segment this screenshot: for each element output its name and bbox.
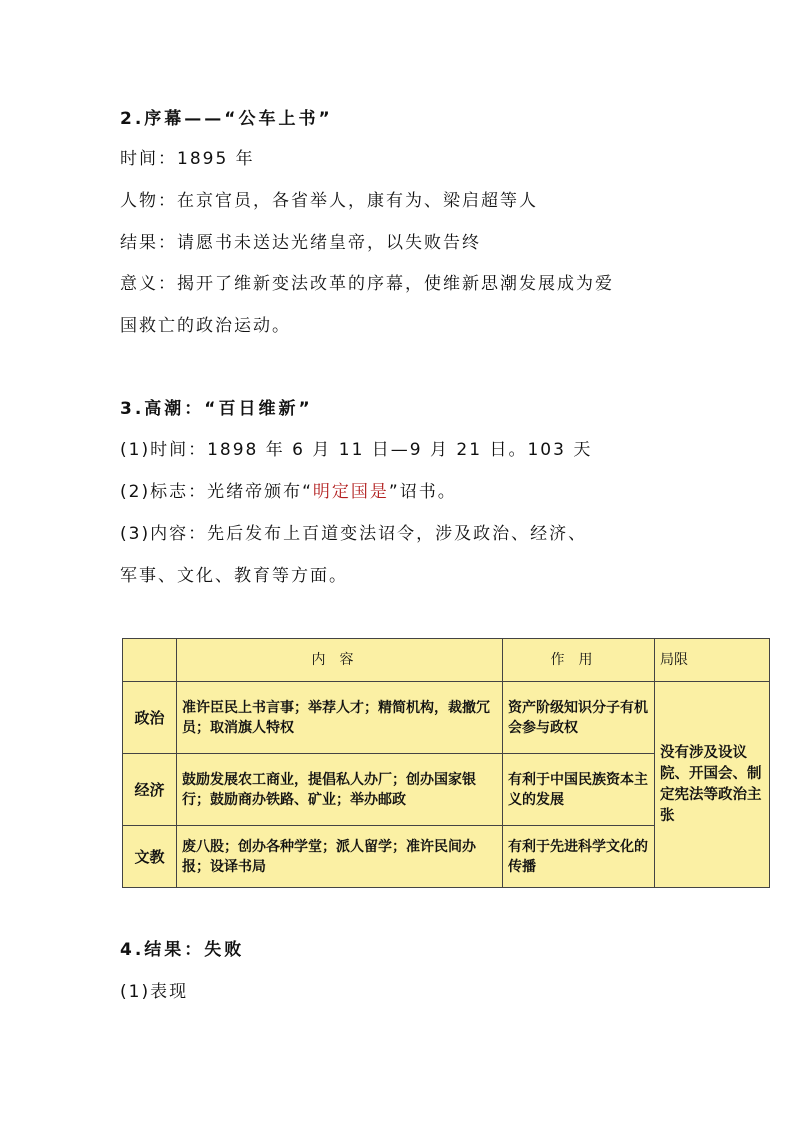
section-3-item-2-highlight: 明定国是 xyxy=(312,482,389,502)
table-row xyxy=(123,682,770,754)
row-content: 废八股；创办各种学堂；派人留学；准许民间办报；设译书局 xyxy=(177,826,503,888)
section-2-meaning-line-2: 国救亡的政治运动。 xyxy=(120,316,291,336)
section-2-heading: 2.序幕——“公车上书” xyxy=(120,109,333,129)
header-effect: 作用 xyxy=(503,639,655,682)
row-effect: 有利于先进科学文化的传播 xyxy=(503,826,655,888)
row-effect: 资产阶级知识分子有机会参与政权 xyxy=(503,682,655,754)
table-header-row xyxy=(123,639,770,682)
section-4-item-1: (1)表现 xyxy=(120,982,189,1002)
header-limit: 局限 xyxy=(655,639,770,682)
row-effect: 有利于中国民族资本主义的发展 xyxy=(503,754,655,826)
limit-cell: 没有涉及设议院、开国会、制定宪法等政治主张 xyxy=(655,682,770,888)
row-category: 政治 xyxy=(123,682,177,754)
section-3-item-2-suffix: ”诏书。 xyxy=(388,482,457,502)
section-3-item-1: (1)时间：1898 年 6 月 11 日—9 月 21 日。103 天 xyxy=(120,440,593,460)
header-category xyxy=(123,639,177,682)
section-2-result: 结果：请愿书未送达光绪皇帝，以失败告终 xyxy=(120,233,481,253)
row-category: 文教 xyxy=(123,826,177,888)
section-2-time: 时间：1895 年 xyxy=(120,149,255,169)
row-category: 经济 xyxy=(123,754,177,826)
section-3-item-3-line-2: 军事、文化、教育等方面。 xyxy=(120,566,348,586)
row-content: 准许臣民上书言事；举荐人才；精简机构，裁撤冗员；取消旗人特权 xyxy=(177,682,503,754)
reform-table xyxy=(122,638,770,888)
section-2-meaning-line-1: 意义：揭开了维新变法改革的序幕，使维新思潮发展成为爱 xyxy=(120,274,614,294)
section-3-heading: 3.高潮：“百日维新” xyxy=(120,399,313,419)
section-3-item-2 xyxy=(120,479,457,505)
section-2-people: 人物：在京官员，各省举人，康有为、梁启超等人 xyxy=(120,191,538,211)
header-content: 内容 xyxy=(177,639,503,682)
section-4-heading: 4.结果：失败 xyxy=(120,940,245,960)
section-3-item-3-line-1: (3)内容：先后发布上百道变法诏令，涉及政治、经济、 xyxy=(120,524,588,544)
section-3-item-2-prefix: (2)标志：光绪帝颁布“ xyxy=(120,482,313,502)
row-content: 鼓励发展农工商业，提倡私人办厂；创办国家银行；鼓励商办铁路、矿业；举办邮政 xyxy=(177,754,503,826)
